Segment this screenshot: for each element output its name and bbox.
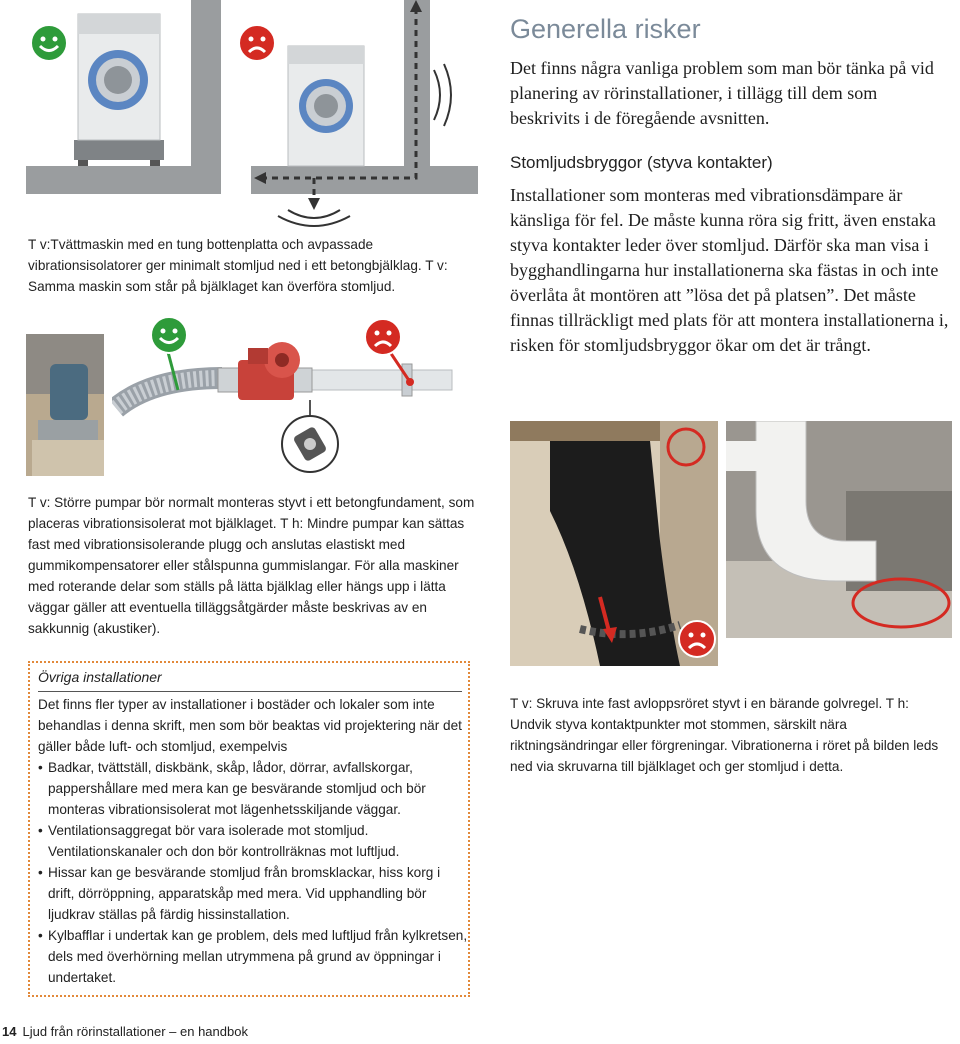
pump-caption: T v: Större pumpar bör normalt monteras styvt i ett betongfundament, som placeras vibrationsisolerat mot bjälklaget. T h: Mindre pumpar kan sättas fast med vibrationsisolerande plugg och anslutas elastiskt med gummikompensatorer eller stålspunna gummislangar. För alla maskiner med roterande delar som ställs på lätta bjälklag eller hängs upp i lätta väggar gäller att eventuella tilläggsåtgärder måste beskrivas av en sakkunnig (akustiker). bbox=[28, 495, 475, 636]
bad-smiley-icon bbox=[364, 318, 402, 356]
list-item: • Badkar, tvättställ, diskbänk, skåp, lådor, dörrar, avfallskorgar, pappershållare med mera kan ge besvärande stomljud och bör monteras vibrationsisolerat mot lägenhetsskiljande väggar. bbox=[38, 757, 470, 820]
intro-paragraph: Det finns några vanliga problem som man bör tänka på vid planering av rörinstallationer, i tillägg till dem som beskrivits i de föregående avsnitten. bbox=[510, 58, 934, 128]
drain-pipe-photo-right bbox=[726, 421, 952, 638]
box-intro: Det finns fler typer av installationer i bostäder och lokaler som inte behandlas i denna skrift, men som bör beaktas vid projektering när det gäller både luft- och stomljud, exempelvis bbox=[38, 697, 462, 754]
bad-smiley-icon bbox=[678, 620, 716, 658]
bad-smiley-icon bbox=[238, 24, 276, 62]
section-heading: Stomljudsbryggor (styva kontakter) bbox=[510, 153, 773, 172]
washer-caption: T v:Tvättmaskin med en tung bottenplatta och avpassade vibrationsisolatorer ger minimalt stomljud ned i ett betongbjälklag. T v: Samma maskin som står på bjälklaget kan överföra stomljud. bbox=[28, 237, 448, 294]
list-item: • Ventilationsaggregat bör vara isolerade mot stomljud. Ventilationskanaler och don bör kontrollräknas mot luftljud. bbox=[38, 820, 470, 862]
list-item: • Kylbafflar i undertak kan ge problem, dels med luftljud från kylkretsen, dels med överhörning mellan utrymmena på grund av öppningar i undertaket. bbox=[38, 925, 470, 988]
box-body bbox=[38, 694, 470, 988]
footer-text: Ljud från rörinstallationer – en handbok bbox=[22, 1024, 248, 1039]
page-title: Generella risker bbox=[510, 14, 701, 44]
box-list bbox=[38, 757, 470, 988]
box-divider bbox=[38, 691, 462, 692]
pump-photo bbox=[26, 334, 104, 476]
section-paragraph: Installationer som monteras med vibrationsdämpare är känsliga för fel. De måste kunna röra sig fritt, även enstaka styva kontakter leder över stomljud. Därför ska man visa i bygghandlingarna hur installationerna ska fästas in och inte överlåta åt montören att ”lösa det på platsen”. Det måste finnas tillräckligt med plats för att montera installationerna i, risken för stomljudsbryggor ökar om det är trångt. bbox=[510, 185, 949, 355]
list-item: • Hissar kan ge besvärande stomljud från bromsklackar, hiss korg i drift, dörröppning, apparatskåp med mera. Vid upphandling bör ljudkrav ställas på färdig hissinstallation. bbox=[38, 862, 470, 925]
page-footer bbox=[2, 1024, 248, 1039]
pipe-caption: T v: Skruva inte fast avloppsröret styvt i en bärande golvregel. T h: Undvik styva kontaktpunkter mot stommen, särskilt nära riktningsändringar eller förgreningar. Vibrationerna i röret på bilden leds ned via skruvarna till bjälklaget och ger stomljud i detta. bbox=[510, 696, 939, 774]
good-smiley-icon bbox=[150, 316, 188, 354]
good-smiley-icon bbox=[30, 24, 68, 62]
page-number: 14 bbox=[2, 1024, 17, 1039]
box-title: Övriga installationer bbox=[38, 669, 162, 685]
